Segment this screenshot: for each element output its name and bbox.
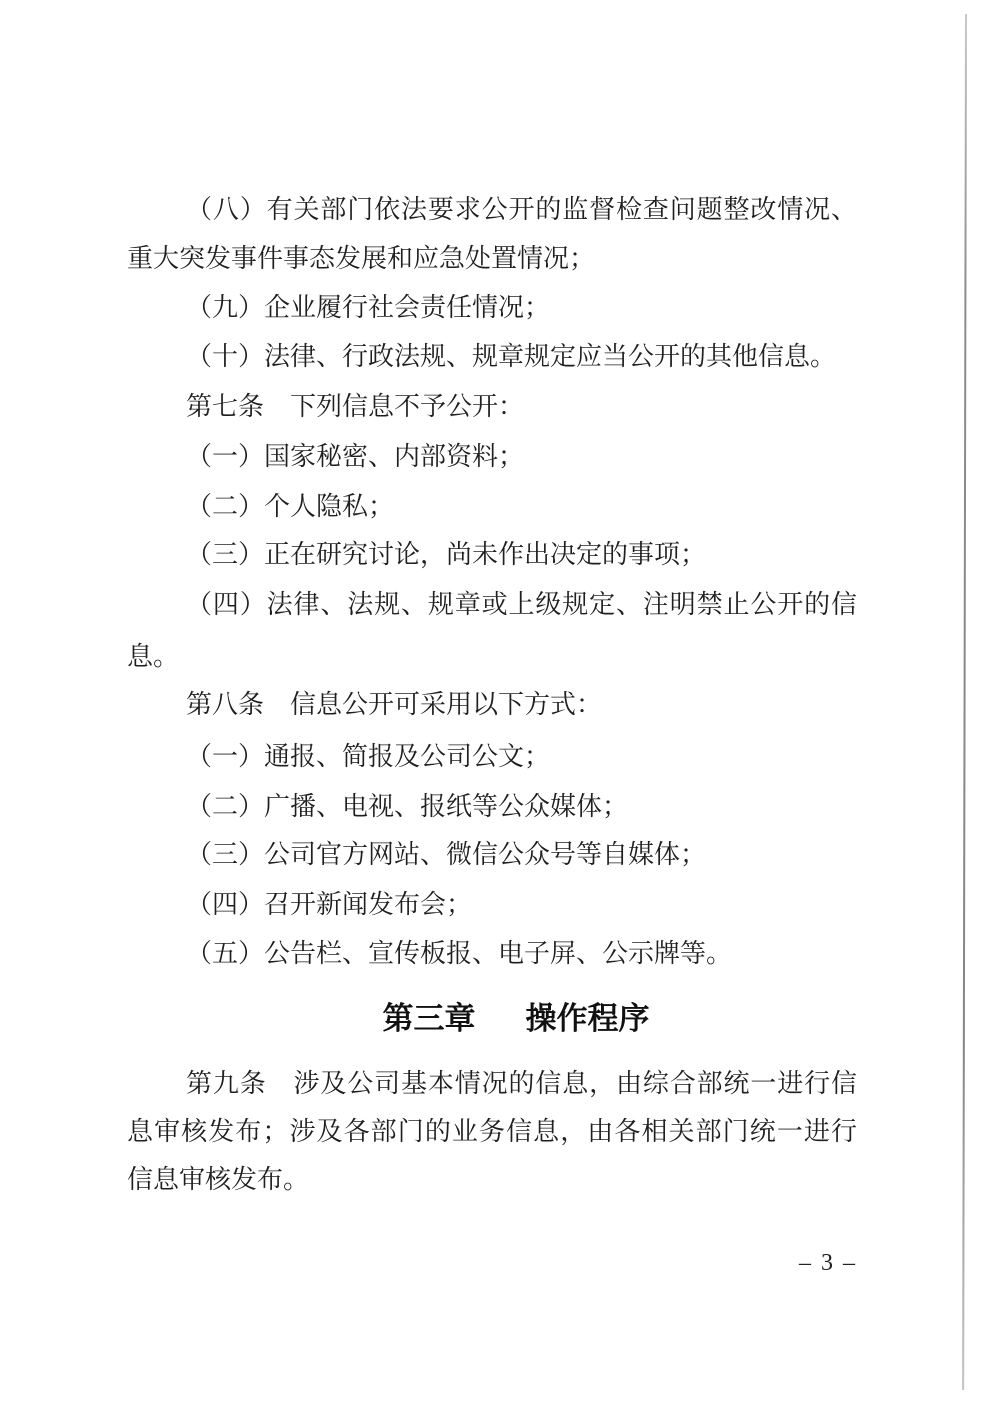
document-line: （三）正在研究讨论，尚未作出决定的事项； <box>186 540 707 569</box>
chapter-title: 操作程序 <box>525 1001 650 1036</box>
document-line: 息审核发布；涉及各部门的业务信息，由各相关部门统一进行 <box>127 1117 857 1146</box>
document-line: （九）企业履行社会责任情况； <box>186 293 551 322</box>
page-number: – 3 – <box>799 1250 857 1276</box>
document-line: （一）通报、简报及公司公文； <box>186 742 551 771</box>
document-line: （八）有关部门依法要求公开的监督检查问题整改情况、 <box>186 195 857 224</box>
document-line: （三）公司官方网站、微信公众号等自媒体； <box>186 840 707 869</box>
document-line: （二）广播、电视、报纸等公众媒体； <box>186 792 629 821</box>
document-line: （二）个人隐私； <box>186 492 395 521</box>
document-line: （四）召开新闻发布会； <box>186 890 473 919</box>
document-line: 信息审核发布。 <box>127 1165 310 1194</box>
document-line: 息。 <box>127 642 180 671</box>
document-line: （五）公告栏、宣传板报、电子屏、公示牌等。 <box>186 939 733 968</box>
document-line: （四）法律、法规、规章或上级规定、注明禁止公开的信 <box>186 590 857 619</box>
document-line: （一）国家秘密、内部资料； <box>186 442 525 471</box>
scan-edge-line <box>962 14 967 1390</box>
document-line: 第九条 涉及公司基本情况的信息，由综合部统一进行信 <box>186 1069 857 1098</box>
document-line: （十）法律、行政法规、规章规定应当公开的其他信息。 <box>186 342 837 371</box>
chapter-heading <box>151 1000 881 1038</box>
chapter-number: 第三章 <box>382 1001 476 1036</box>
document-line: 重大突发事件事态发展和应急处置情况； <box>127 244 596 273</box>
document-line: 第八条 信息公开可采用以下方式： <box>186 690 603 719</box>
document-line: 第七条 下列信息不予公开： <box>186 392 525 421</box>
